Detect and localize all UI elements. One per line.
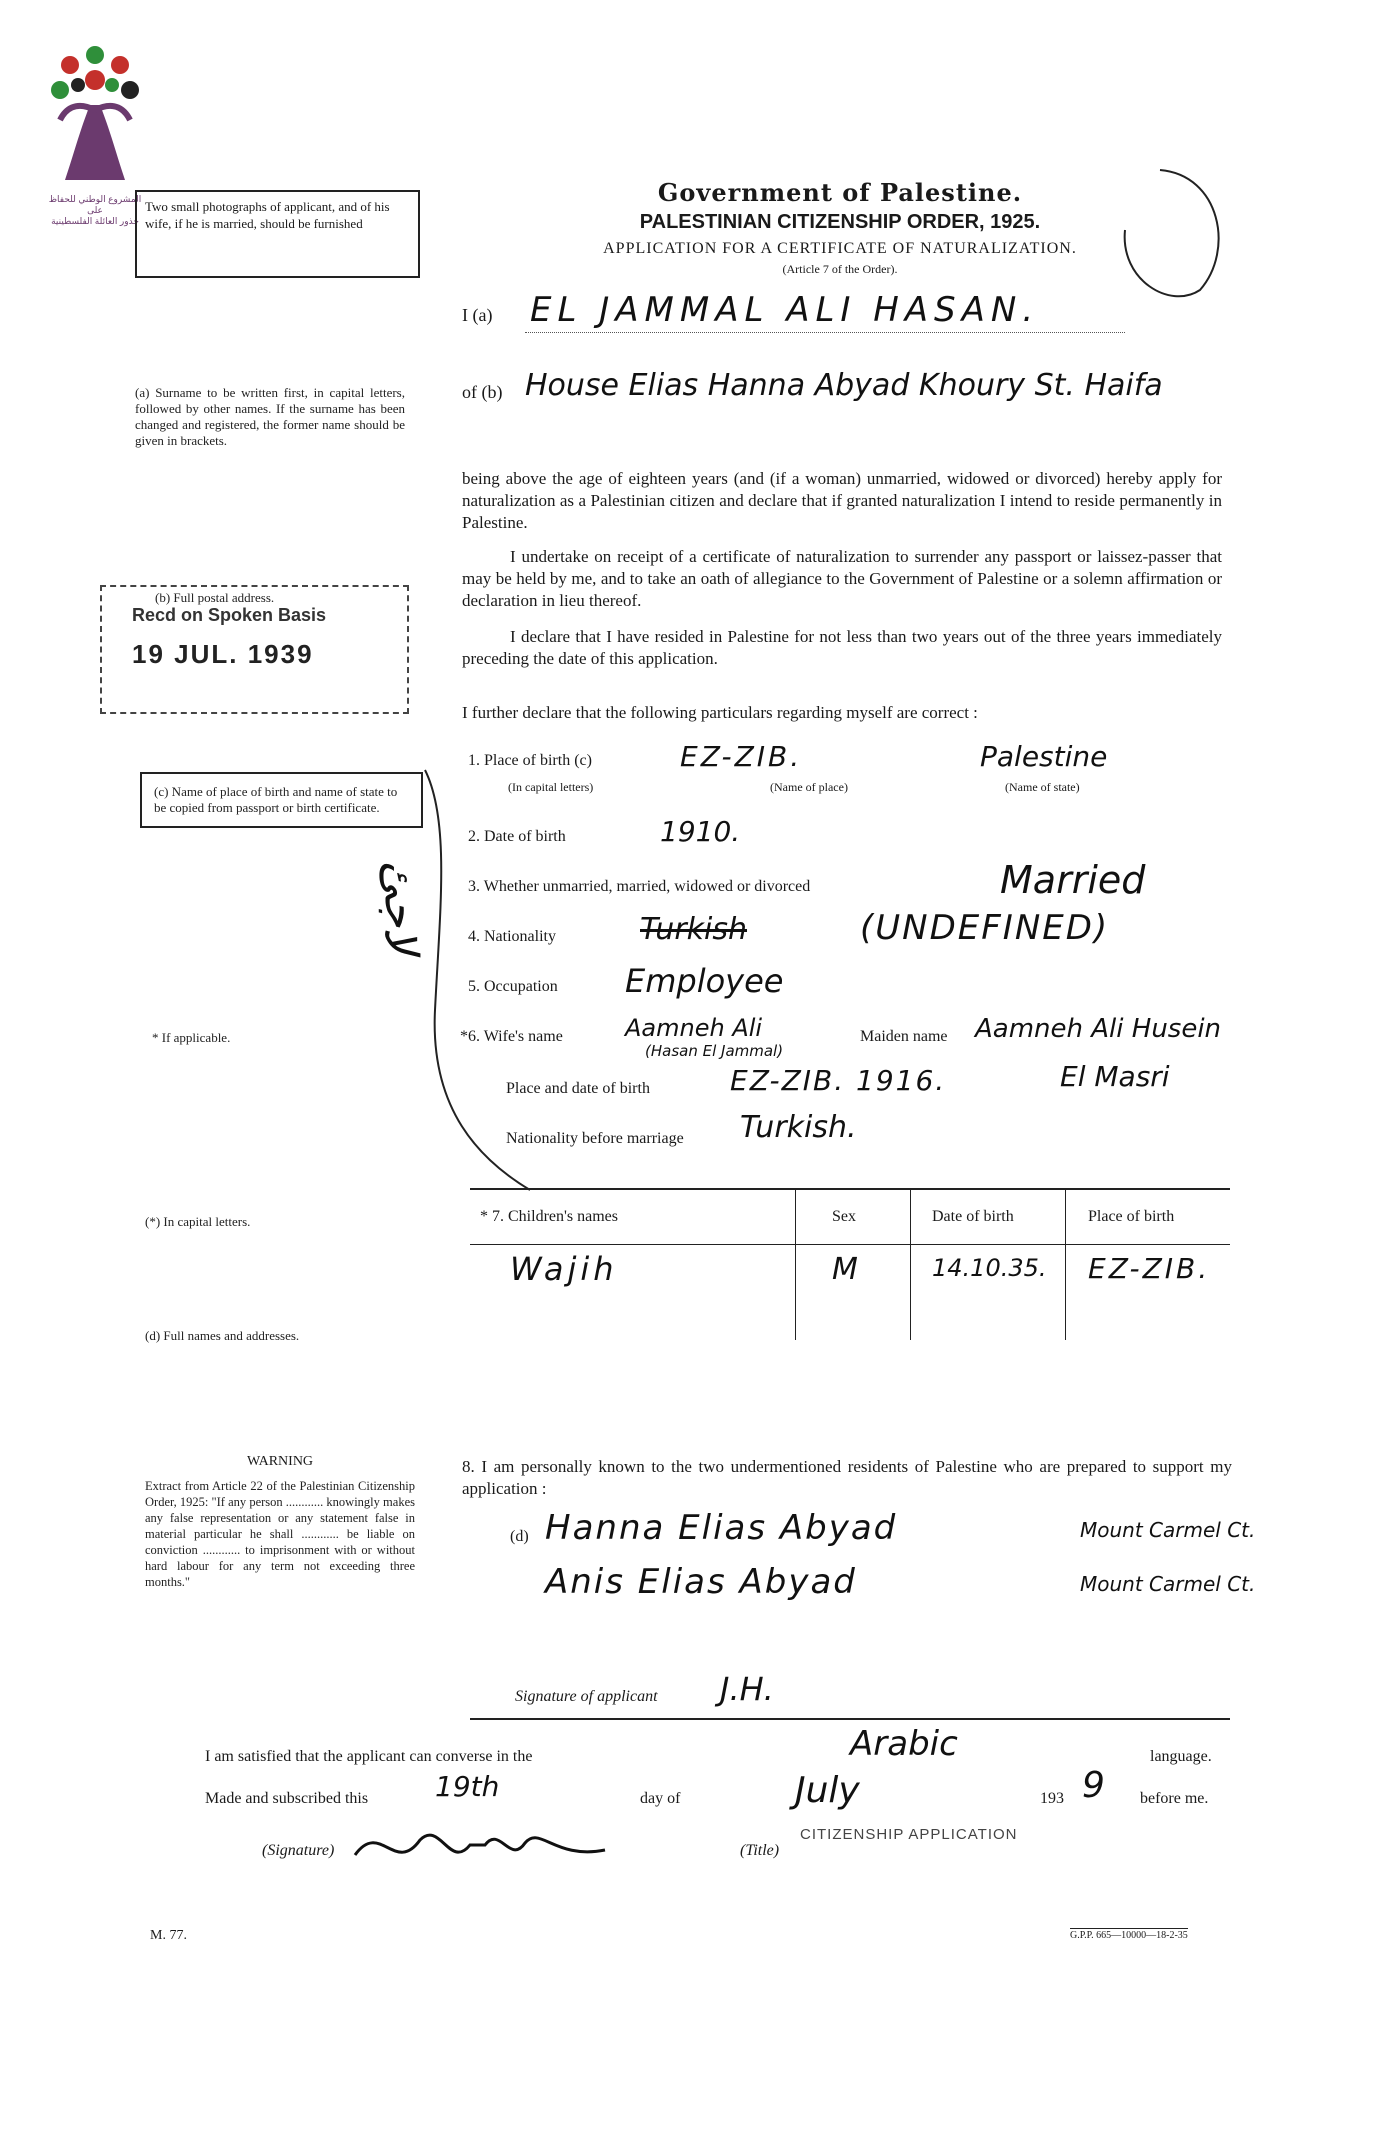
label-a: I (a)	[462, 305, 493, 325]
note-full-postal: (b) Full postal address.	[155, 590, 275, 605]
caption-capital: (In capital letters)	[508, 780, 594, 794]
stamp-line1: Recd on Spoken Basis	[132, 605, 327, 625]
before-label: before me.	[1140, 1790, 1209, 1807]
wife-name-value: Aamneh Ali	[625, 1014, 763, 1042]
title-label: (Title)	[740, 1842, 780, 1859]
referee-2-address: Mount Carmel Ct.	[1080, 1572, 1256, 1596]
caption-state: (Name of state)	[1005, 780, 1080, 794]
state-birth-value: Palestine	[980, 740, 1108, 773]
photo-instructions-box	[135, 190, 420, 278]
date-birth-value: 1910.	[660, 815, 741, 848]
children-header-sex: Sex	[832, 1208, 856, 1225]
children-table	[470, 1188, 1230, 1340]
logo	[40, 40, 150, 230]
note-capital-letters: (*) In capital letters.	[145, 1214, 251, 1229]
paragraph-1: being above the age of eighteen years (and (if a woman) unmarried, widowed or divorced) hereby apply for naturalization as a Palestinian citizen and declare that if granted naturalization I intend to reside permanently in Palestine.	[462, 469, 1222, 532]
note-place-birth: (c) Name of place of birth and name of state to be copied from passport or birth certificate.	[140, 772, 423, 828]
referee-2-name: Anis Elias Abyad	[545, 1562, 857, 1602]
note-full-names: (d) Full names and addresses.	[145, 1328, 300, 1343]
child-name: Wajih	[510, 1250, 618, 1288]
wife-birth-value: EZ-ZIB. 1916.	[730, 1064, 947, 1097]
maiden-label: Maiden name	[860, 1028, 948, 1045]
nationality-value: (UNDEFINED)	[860, 908, 1110, 948]
signature-official-label: (Signature)	[262, 1842, 335, 1859]
referees-label-d: (d)	[510, 1528, 529, 1545]
label-b: of (b)	[462, 382, 503, 402]
certify-line1-b: language.	[1150, 1748, 1212, 1765]
warning-title: WARNING	[246, 1454, 314, 1469]
marital-label: 3. Whether unmarried, married, widowed or divorced	[468, 878, 811, 895]
date-birth-label: 2. Date of birth	[468, 828, 566, 845]
form-subtitle: APPLICATION FOR A CERTIFICATE OF NATURALIZATION.	[603, 240, 1077, 257]
child-sex: M	[832, 1252, 858, 1287]
photo-instructions-text: Two small photographs of applicant, and of his wife, if he is married, should be furnished	[145, 199, 390, 231]
signature-value: J.H.	[720, 1670, 774, 1708]
note-if-applicable: * If applicable.	[152, 1030, 231, 1045]
wife-nationality-value: Turkish.	[740, 1110, 857, 1145]
signature-label: Signature of applicant	[515, 1688, 658, 1705]
place-birth-label: 1. Place of birth (c)	[468, 752, 592, 769]
child-dob: 14.10.35.	[932, 1254, 1047, 1282]
caption-place: (Name of place)	[770, 780, 848, 794]
certify-language: Arabic	[850, 1724, 958, 1764]
nationality-struck: Turkish	[640, 912, 748, 947]
children-header-dob: Date of birth	[932, 1208, 1014, 1225]
children-header-name: * 7. Children's names	[480, 1208, 618, 1225]
margin-bracket-icon	[420, 760, 540, 1200]
wife-name-sub: (Hasan El Jammal)	[645, 1042, 784, 1060]
nationality-label: 4. Nationality	[468, 928, 556, 945]
wife-name-label: *6. Wife's name	[460, 1028, 563, 1045]
day-label: day of	[640, 1790, 681, 1807]
official-signature-icon	[350, 1815, 610, 1875]
certify-line1-a: I am satisfied that the applicant can converse in the	[205, 1748, 533, 1765]
applicant-address: House Elias Hanna Abyad Khoury St. Haifa	[525, 368, 1163, 403]
form-number: M. 77.	[150, 1928, 187, 1943]
referee-1-address: Mount Carmel Ct.	[1080, 1518, 1256, 1542]
wife-birth-label: Place and date of birth	[506, 1080, 650, 1097]
circle-mark-icon	[1100, 160, 1240, 310]
title-value: CITIZENSHIP APPLICATION	[800, 1826, 1018, 1843]
tree-logo-icon	[40, 40, 150, 190]
logo-text-2: جذور العائلة الفلسطينية	[51, 216, 139, 226]
stamp-date: 19 JUL. 1939	[132, 639, 314, 669]
applicant-name: EL JAMMAL ALI HASAN.	[530, 290, 1040, 330]
arabic-margin-note: لاجئ	[374, 860, 429, 954]
maiden-value-2: El Masri	[1060, 1060, 1170, 1093]
gothic-title: Government of Palestine.	[657, 178, 1023, 207]
month-value: July	[795, 1770, 860, 1811]
logo-text-1: المشروع الوطني للحفاظ على	[48, 194, 142, 215]
wife-nationality-label: Nationality before marriage	[506, 1130, 684, 1147]
paragraph-4: I further declare that the following particulars regarding myself are correct :	[462, 703, 978, 722]
paragraph-2: I undertake on receipt of a certificate of naturalization to surrender any passport or laissez-passer that may be held by me, and to take an oath of allegiance to the Government of Palestine or a solemn affirmation or declaration in lieu thereof.	[462, 547, 1222, 610]
marital-value: Married	[1000, 858, 1146, 902]
form-title: PALESTINIAN CITIZENSHIP ORDER, 1925.	[639, 211, 1041, 233]
maiden-value: Aamneh Ali Husein	[975, 1014, 1222, 1044]
children-header-pob: Place of birth	[1088, 1208, 1175, 1225]
paragraph-3: I declare that I have resided in Palestine for not less than two years out of the three years immediately preceding the date of this application.	[462, 627, 1222, 668]
warning-text: Extract from Article 22 of the Palestinian Citizenship Order, 1925: "If any person ............ knowingly makes any false representation or any statement false in material particular he shall ............ be liable on conviction ............ to imprisonment with or without hard labour for any term not exceeding three months."	[145, 1479, 415, 1589]
referees-intro: 8. I am personally known to the two undermentioned residents of Palestine who are prepared to support my application :	[462, 1457, 1232, 1498]
header	[480, 178, 1200, 277]
received-stamp	[100, 585, 409, 714]
made-day-value: 19th	[435, 1770, 500, 1803]
year-value: 9	[1082, 1765, 1105, 1806]
made-label: Made and subscribed this	[205, 1790, 369, 1807]
child-pob: EZ-ZIB.	[1088, 1252, 1211, 1285]
place-birth-value: EZ-ZIB.	[680, 740, 803, 773]
article-ref: (Article 7 of the Order).	[782, 262, 898, 276]
print-code: G.P.P. 665—10000—18-2-35	[1070, 1930, 1188, 1941]
occupation-label: 5. Occupation	[468, 978, 558, 995]
note-surname: (a) Surname to be written first, in capital letters, followed by other names. If the surname has been changed and registered, the former name should be given in brackets.	[135, 385, 405, 448]
year-label: 193	[1040, 1790, 1064, 1807]
referee-1-name: Hanna Elias Abyad	[545, 1508, 898, 1548]
occupation-value: Employee	[625, 962, 784, 1000]
